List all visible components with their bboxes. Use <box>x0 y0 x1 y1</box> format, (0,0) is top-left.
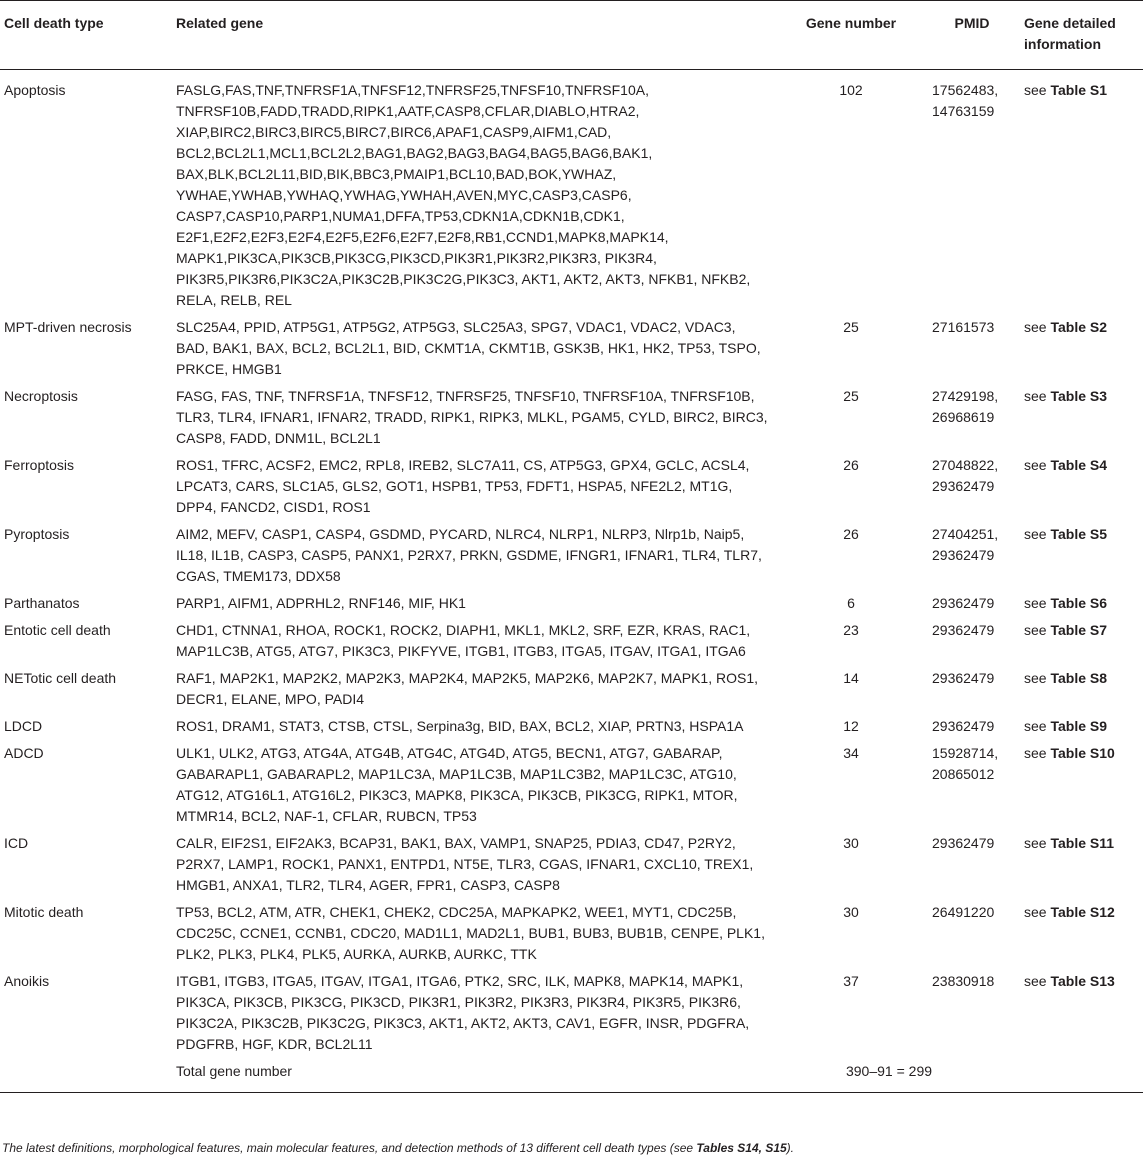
cell-death-type-cell: Anoikis <box>4 973 50 989</box>
supplementary-table-reference: Table S5 <box>1050 526 1108 542</box>
total-row <box>0 1061 1143 1093</box>
related-gene-cell: ROS1, TFRC, ACSF2, EMC2, RPL8, IREB2, SLC7A11, CS, ATP5G3, GPX4, GCLC, ACSL4, LPCAT3, CARS, SLC1A5, GLS2, GOT1, HSPB1, TP53, FDFT1, HSPA5, NFE2L2, MT1G, DPP4, FANCD2, CISD1, ROS1 <box>176 457 750 515</box>
pmid-cell: 27048822, 29362479 <box>932 457 999 494</box>
gene-detailed-information-cell <box>1012 716 1143 743</box>
pmid-cell: 15928714, 20865012 <box>932 745 999 782</box>
see-label: see <box>1024 835 1047 851</box>
header-gene-number: Gene number <box>770 1 932 70</box>
related-gene-cell: ROS1, DRAM1, STAT3, CTSB, CTSL, Serpina3g, BID, BAX, BCL2, XIAP, PRTN3, HSPA1A <box>176 718 744 734</box>
supplementary-table-reference: Table S8 <box>1050 670 1108 686</box>
table-row <box>0 902 1143 971</box>
table-body <box>0 70 1143 1093</box>
gene-number-cell: 6 <box>847 595 855 611</box>
total-empty-info-cell <box>1012 1061 1143 1093</box>
supplementary-table-reference: Table S4 <box>1050 457 1108 473</box>
footnote-table-reference: Tables S14, S15 <box>696 1141 787 1155</box>
pmid-cell: 29362479 <box>932 595 995 611</box>
cell-death-type-cell: Ferroptosis <box>4 457 75 473</box>
total-empty-cell <box>0 1061 176 1093</box>
see-label: see <box>1024 973 1047 989</box>
gene-number-cell: 26 <box>843 457 859 473</box>
footnote-text-after: ). <box>786 1141 795 1155</box>
cell-death-type-cell: Necroptosis <box>4 388 78 404</box>
gene-detailed-information-cell <box>1012 743 1143 833</box>
gene-detailed-information-cell <box>1012 668 1143 716</box>
see-label: see <box>1024 904 1047 920</box>
gene-number-cell: 30 <box>843 904 859 920</box>
cell-death-type-cell: Mitotic death <box>4 904 84 920</box>
header-pmid: PMID <box>932 1 1012 70</box>
supplementary-table-reference: Table S6 <box>1050 595 1108 611</box>
gene-number-cell: 34 <box>843 745 859 761</box>
table-header <box>0 1 1143 70</box>
gene-number-cell: 26 <box>843 526 859 542</box>
related-gene-cell: CHD1, CTNNA1, RHOA, ROCK1, ROCK2, DIAPH1, MKL1, MKL2, SRF, EZR, KRAS, RAC1, MAP1LC3B, ATG5, ATG7, PIK3C3, PIKFYVE, ITGB1, ITGB3, ITGA5, ITGAV, ITGA1, ITGA6 <box>176 622 751 659</box>
supplementary-table-reference: Table S2 <box>1050 319 1108 335</box>
table-row <box>0 386 1143 455</box>
related-gene-cell: SLC25A4, PPID, ATP5G1, ATP5G2, ATP5G3, SLC25A3, SPG7, VDAC1, VDAC2, VDAC3, BAD, BAK1, BAX, BCL2, BCL2L1, BID, CKMT1A, CKMT1B, GSK3B, HK1, HK2, TP53, TSPO, PRKCE, HMGB1 <box>176 319 761 377</box>
pmid-cell: 23830918 <box>932 973 995 989</box>
gene-detailed-information-cell <box>1012 620 1143 668</box>
cell-death-type-cell: ADCD <box>4 745 44 761</box>
related-gene-cell: ITGB1, ITGB3, ITGA5, ITGAV, ITGA1, ITGA6, PTK2, SRC, ILK, MAPK8, MAPK14, MAPK1, PIK3CA, PIK3CB, PIK3CG, PIK3CD, PIK3R1, PIK3R2, PIK3R3, PIK3R4, PIK3R5, PIK3R6, PIK3C2A, PIK3C2B, PIK3C2G, PIK3C3, AKT1, AKT2, AKT3, CAV1, EGFR, INSR, PDGFRA, PDGFRB, HGF, KDR, BCL2L11 <box>176 973 750 1052</box>
table-row <box>0 971 1143 1061</box>
pmid-cell: 29362479 <box>932 835 995 851</box>
table-row <box>0 317 1143 386</box>
supplementary-table-reference: Table S11 <box>1050 835 1115 851</box>
gene-number-cell: 23 <box>843 622 859 638</box>
gene-number-cell: 25 <box>843 319 859 335</box>
pmid-cell: 27161573 <box>932 319 995 335</box>
header-gene-detailed-information: Gene detailed information <box>1012 1 1143 70</box>
see-label: see <box>1024 745 1047 761</box>
related-gene-cell: PARP1, AIFM1, ADPRHL2, RNF146, MIF, HK1 <box>176 595 466 611</box>
see-label: see <box>1024 319 1047 335</box>
table-row <box>0 455 1143 524</box>
table-row <box>0 833 1143 902</box>
table-row <box>0 743 1143 833</box>
pmid-cell: 26491220 <box>932 904 995 920</box>
gene-detailed-information-cell <box>1012 70 1143 318</box>
gene-detailed-information-cell <box>1012 971 1143 1061</box>
table-row <box>0 524 1143 593</box>
supplementary-table-reference: Table S7 <box>1050 622 1108 638</box>
gene-detailed-information-cell <box>1012 455 1143 524</box>
table-row <box>0 593 1143 620</box>
related-gene-cell: RAF1, MAP2K1, MAP2K2, MAP2K3, MAP2K4, MAP2K5, MAP2K6, MAP2K7, MAPK1, ROS1, DECR1, ELANE, MPO, PADI4 <box>176 670 759 707</box>
gene-number-cell: 12 <box>843 718 859 734</box>
related-gene-cell: TP53, BCL2, ATM, ATR, CHEK1, CHEK2, CDC25A, MAPKAPK2, WEE1, MYT1, CDC25B, CDC25C, CCNE1, CCNB1, CDC20, MAD1L1, MAD2L1, BUB1, BUB3, BUB1B, CENPE, PLK1, PLK2, PLK3, PLK4, PLK5, AURKA, AURKB, AURKC, TTK <box>176 904 765 962</box>
total-label: Total gene number <box>176 1061 770 1093</box>
related-gene-cell: ULK1, ULK2, ATG3, ATG4A, ATG4B, ATG4C, ATG4D, ATG5, BECN1, ATG7, GABARAP, GABARAPL1, GABARAPL2, MAP1LC3A, MAP1LC3B, MAP1LC3B2, MAP1LC3C, ATG10, ATG12, ATG16L1, ATG16L2, PIK3C3, MAPK8, PIK3CA, PIK3CB, PIK3CG, RIPK1, MTOR, MTMR14, BCL2, NAF-1, CFLAR, RUBCN, TP53 <box>176 745 738 824</box>
gene-number-cell: 102 <box>839 82 863 98</box>
supplementary-table-reference: Table S3 <box>1050 388 1108 404</box>
supplementary-table-reference: Table S10 <box>1050 745 1115 761</box>
pmid-cell: 27429198, 26968619 <box>932 388 999 425</box>
pmid-cell: 29362479 <box>932 670 995 686</box>
see-label: see <box>1024 718 1047 734</box>
gene-detailed-information-cell <box>1012 833 1143 902</box>
cell-death-type-cell: Apoptosis <box>4 82 66 98</box>
pmid-cell: 17562483, 14763159 <box>932 82 999 119</box>
gene-detailed-information-cell <box>1012 386 1143 455</box>
gene-number-cell: 30 <box>843 835 859 851</box>
table-row <box>0 620 1143 668</box>
gene-detailed-information-cell <box>1012 593 1143 620</box>
supplementary-table-reference: Table S9 <box>1050 718 1108 734</box>
pmid-cell: 29362479 <box>932 622 995 638</box>
total-value-cell <box>770 1061 1012 1093</box>
gene-detailed-information-cell <box>1012 317 1143 386</box>
cell-death-type-cell: LDCD <box>4 718 43 734</box>
pmid-cell: 27404251, 29362479 <box>932 526 999 563</box>
cell-death-type-cell: Pyroptosis <box>4 526 70 542</box>
gene-number-cell: 25 <box>843 388 859 404</box>
footnote-text-before: The latest definitions, morphological features, main molecular features, and detection methods of 13 different cell death types (see <box>2 1141 697 1155</box>
see-label: see <box>1024 595 1047 611</box>
see-label: see <box>1024 622 1047 638</box>
see-label: see <box>1024 526 1047 542</box>
header-row <box>0 1 1143 70</box>
gene-number-cell: 14 <box>843 670 859 686</box>
cell-death-type-cell: NETotic cell death <box>4 670 117 686</box>
table-row <box>0 716 1143 743</box>
related-gene-cell: CALR, EIF2S1, EIF2AK3, BCAP31, BAK1, BAX, VAMP1, SNAP25, PDIA3, CD47, P2RY2, P2RX7, LAMP1, ROCK1, PANX1, ENTPD1, NT5E, TLR3, CGAS, IFNAR1, CXCL10, TREX1, HMGB1, ANXA1, TLR2, TLR4, AGER, FPR1, CASP3, CASP8 <box>176 835 754 893</box>
cell-death-type-cell: MPT-driven necrosis <box>4 319 132 335</box>
see-label: see <box>1024 388 1047 404</box>
see-label: see <box>1024 82 1047 98</box>
cell-death-type-cell: Entotic cell death <box>4 622 111 638</box>
table-row <box>0 70 1143 318</box>
gene-detailed-information-cell <box>1012 524 1143 593</box>
see-label: see <box>1024 670 1047 686</box>
cell-death-type-cell: Parthanatos <box>4 595 80 611</box>
related-gene-cell: FASG, FAS, TNF, TNFRSF1A, TNFSF12, TNFRSF25, TNFSF10, TNFRSF10A, TNFRSF10B, TLR3, TLR4, IFNAR1, IFNAR2, TRADD, RIPK1, RIPK3, MLKL, PGAM5, CYLD, BIRC2, BIRC3, CASP8, FADD, DNM1L, BCL2L1 <box>176 388 768 446</box>
gene-number-cell: 37 <box>843 973 859 989</box>
table-row <box>0 668 1143 716</box>
cell-death-type-cell: ICD <box>4 835 29 851</box>
related-gene-cell: AIM2, MEFV, CASP1, CASP4, GSDMD, PYCARD, NLRC4, NLRP1, NLRP3, Nlrp1b, Naip5, IL18, IL1B, CASP3, CASP5, PANX1, P2RX7, PRKN, GSDME, IFNGR1, IFNAR1, TLR4, TLR7, CGAS, TMEM173, DDX58 <box>176 526 762 584</box>
pmid-cell: 29362479 <box>932 718 995 734</box>
supplementary-table-reference: Table S12 <box>1050 904 1115 920</box>
gene-detailed-information-cell <box>1012 902 1143 971</box>
supplementary-table-reference: Table S13 <box>1050 973 1115 989</box>
header-related-gene: Related gene <box>176 1 770 70</box>
total-value: 390–91 = 299 <box>845 1063 933 1079</box>
header-cell-death-type: Cell death type <box>0 1 176 70</box>
table-footnote <box>2 1141 794 1155</box>
related-gene-cell: FASLG,FAS,TNF,TNFRSF1A,TNFSF12,TNFRSF25,TNFSF10,TNFRSF10A, TNFRSF10B,FADD,TRADD,RIPK1,AATF,CASP8,CFLAR,DIABLO,HTRA2, XIAP,BIRC2,BIRC3,BIRC5,BIRC7,BIRC6,APAF1,CASP9,AIFM1,CAD, BCL2,BCL2L1,MCL1,BCL2L2,BAG1,BAG2,BAG3,BAG4,BAG5,BAG6,BAK1, BAX,BLK,BCL2L11,BID,BIK,BBC3,PMAIP1,BCL10,BAD,BOK,YWHAZ, YWHAE,YWHAB,YWHAQ,YWHAG,YWHAH,AVEN,MYC,CASP3,CASP6, CASP7,CASP10,PARP1,NUMA1,DFFA,TP53,CDKN1A,CDKN1B,CDK1, E2F1,E2F2,E2F3,E2F4,E2F5,E2F6,E2F7,E2F8,RB1,CCND1,MAPK8,MAPK14, MAPK1,PIK3CA,PIK3CB,PIK3CG,PIK3CD,PIK3R1,PIK3R2,PIK3R3, PIK3R4, PIK3R5,PIK3R6,PIK3C2A,PIK3C2B,PIK3C2G,PIK3C3, AKT1, AKT2, AKT3, NFKB1, NFKB2, RELA, RELB, REL <box>176 82 751 308</box>
see-label: see <box>1024 457 1047 473</box>
supplementary-table-reference: Table S1 <box>1050 82 1108 98</box>
